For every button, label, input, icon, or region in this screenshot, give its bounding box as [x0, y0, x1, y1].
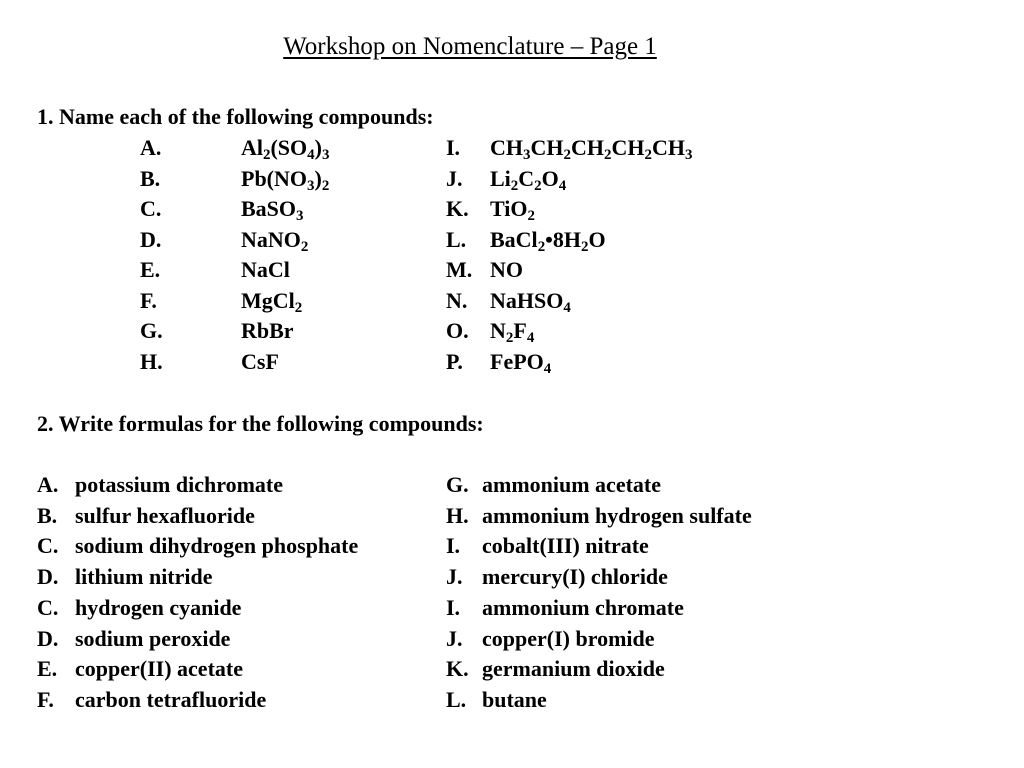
formula-subscript: 2 — [321, 177, 330, 194]
formula-text: C — [518, 165, 535, 191]
formula — [490, 349, 551, 375]
item-letter: I. — [446, 594, 461, 620]
formula-subscript: 2 — [534, 177, 542, 194]
formula — [490, 257, 523, 283]
formula-subscript: 2 — [263, 147, 271, 164]
formula-text: Li — [490, 165, 511, 191]
formula-text: CH — [530, 135, 564, 160]
formula — [490, 227, 606, 253]
formula — [241, 227, 308, 253]
formula — [241, 196, 304, 225]
formula-text: Al — [241, 135, 263, 160]
item-letter: H. — [446, 502, 469, 528]
formula-text: •8H — [545, 226, 581, 252]
compound-name: sulfur hexafluoride — [75, 502, 255, 528]
formula-subscript: 4 — [563, 299, 571, 316]
formula-subscript: 2 — [527, 208, 535, 225]
item-letter: D. — [37, 564, 59, 590]
item-letter: C. — [140, 196, 162, 221]
item-letter: E. — [37, 656, 58, 682]
compound-name: germanium dioxide — [482, 656, 665, 682]
item-letter: J. — [446, 165, 463, 191]
formula-subscript: 3 — [296, 208, 304, 225]
item-letter: L. — [446, 686, 467, 712]
formula-subscript: 4 — [558, 177, 567, 194]
item-letter: K. — [446, 196, 469, 221]
formula-text: F — [513, 318, 527, 343]
item-letter: K. — [446, 656, 469, 682]
item-letter: O. — [446, 318, 469, 343]
formula-subscript: 2 — [581, 238, 589, 255]
formula-text: ) — [314, 165, 322, 191]
formula-text: CH — [651, 135, 685, 160]
item-letter: C. — [37, 594, 59, 620]
formula-text: NO — [490, 257, 523, 282]
compound-name: sodium dihydrogen phosphate — [75, 533, 359, 559]
compound-name: sodium peroxide — [75, 625, 231, 651]
formula-text: ) — [314, 135, 322, 160]
item-letter: C. — [37, 533, 59, 559]
item-letter: G. — [140, 318, 163, 343]
item-letter: B. — [37, 502, 58, 528]
item-letter: F. — [140, 287, 157, 313]
item-letter: I. — [446, 533, 461, 559]
formula-text: CH — [570, 135, 604, 160]
compound-name: copper(II) acetate — [75, 656, 243, 682]
formula-subscript: 4 — [307, 147, 315, 164]
formula-text: BaSO — [241, 196, 297, 221]
formula-text: BaCl — [490, 226, 538, 252]
formula-subscript: 2 — [510, 177, 519, 194]
compound-name: copper(I) bromide — [482, 625, 655, 651]
formula-text: O — [541, 165, 559, 191]
item-letter: F. — [37, 686, 54, 712]
item-letter: E. — [140, 257, 161, 282]
compound-name: ammonium acetate — [482, 472, 662, 497]
compound-name: hydrogen cyanide — [75, 594, 242, 620]
compound-name: mercury(I) chloride — [482, 564, 668, 590]
formula-subscript: 2 — [644, 147, 652, 164]
item-letter: P. — [446, 348, 463, 374]
formula-text: FePO — [490, 348, 544, 374]
item-letter: N. — [446, 287, 468, 313]
formula-subscript: 3 — [321, 147, 330, 164]
compound-name: butane — [482, 686, 547, 712]
formula-text: CsF — [241, 348, 279, 374]
formula — [241, 257, 290, 283]
formula-subscript: 3 — [523, 147, 531, 164]
formula — [241, 349, 279, 375]
formula-subscript: 2 — [300, 238, 309, 255]
formula — [241, 166, 329, 192]
formula-text: N — [490, 318, 506, 343]
formula — [490, 196, 535, 225]
item-letter: B. — [140, 165, 161, 191]
formula-text: NaHSO — [490, 287, 564, 313]
formula — [241, 288, 302, 314]
question-1-heading: 1. Name each of the following compounds: — [37, 104, 434, 129]
item-letter: L. — [446, 226, 467, 252]
formula — [241, 318, 294, 344]
formula — [490, 288, 571, 314]
formula-subscript: 2 — [603, 147, 612, 164]
item-letter: G. — [446, 472, 469, 497]
formula-text: NaNO — [241, 226, 301, 252]
formula-subscript: 4 — [526, 330, 535, 347]
formula-text: RbBr — [241, 318, 294, 343]
formula-text: Pb(NO — [241, 165, 307, 191]
formula-text: O — [588, 226, 606, 252]
formula-subscript: 2 — [505, 330, 514, 347]
compound-name: ammonium chromate — [482, 594, 684, 620]
item-letter: A. — [140, 135, 162, 160]
formula — [490, 318, 535, 347]
item-letter: J. — [446, 625, 463, 651]
item-letter: I. — [446, 135, 461, 160]
compound-name: potassium dichromate — [75, 472, 283, 497]
formula-subscript: 4 — [543, 360, 552, 377]
formula — [241, 135, 330, 164]
formula-text: (SO — [270, 135, 308, 160]
item-letter: A. — [37, 472, 59, 497]
formula-text: MgCl — [241, 287, 295, 313]
page-title: Workshop on Nomenclature – Page 1 — [283, 33, 657, 60]
compound-name: ammonium hydrogen sulfate — [482, 502, 752, 528]
formula-subscript: 3 — [307, 177, 315, 194]
formula — [490, 135, 693, 164]
formula-subscript: 2 — [294, 299, 303, 316]
formula-subscript: 2 — [537, 238, 546, 255]
formula-text: CH — [490, 135, 523, 160]
formula-text: CH — [611, 135, 645, 160]
compound-name: cobalt(III) nitrate — [482, 533, 649, 559]
formula-text: NaCl — [241, 257, 290, 282]
item-letter: D. — [37, 625, 59, 651]
question-2-heading: 2. Write formulas for the following compounds: — [37, 411, 484, 436]
formula-text: TiO — [490, 196, 528, 221]
compound-name: lithium nitride — [75, 564, 213, 590]
compound-name: carbon tetrafluoride — [75, 686, 267, 712]
item-letter: H. — [140, 348, 163, 374]
formula — [490, 166, 566, 192]
item-letter: J. — [446, 564, 463, 590]
item-letter: M. — [446, 257, 473, 282]
formula-subscript: 3 — [684, 147, 693, 164]
formula-subscript: 2 — [563, 147, 571, 164]
item-letter: D. — [140, 226, 162, 252]
